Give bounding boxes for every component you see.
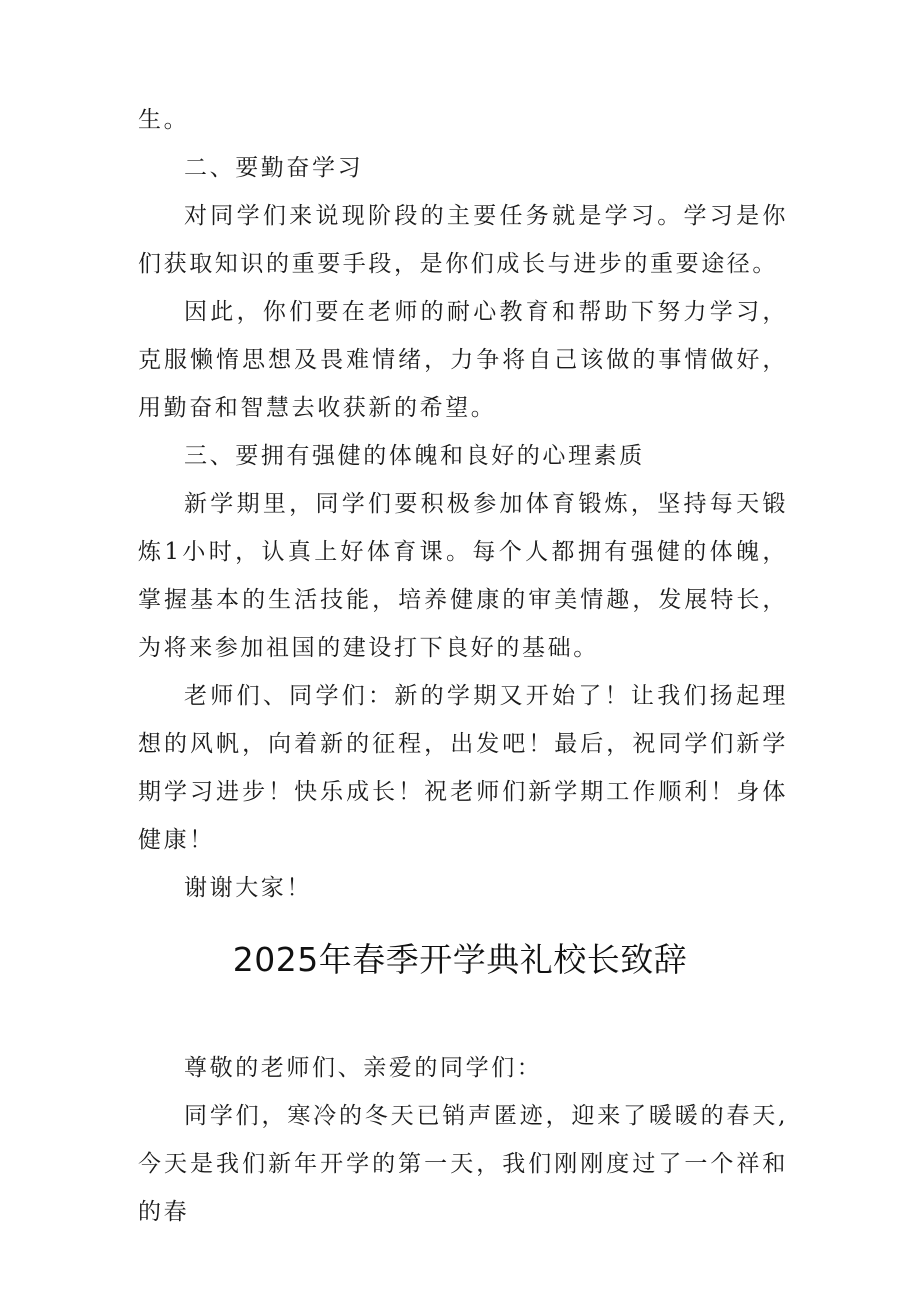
paragraph: 老师们、同学们：新的学期又开始了！让我们扬起理想的风帆，向着新的征程，出发吧！最后，祝同学们新学期学习进步！快乐成长！祝老师们新学期工作顺利！身体健康！ xyxy=(138,683,788,853)
closing-line: 谢谢大家！ xyxy=(184,875,312,901)
section-heading-health: 三、要拥有强健的体魄和良好的心理素质 xyxy=(184,443,645,469)
speech-continuation xyxy=(138,96,788,912)
paragraph: 新学期里，同学们要积极参加体育锻炼，坚持每天锻炼1小时，认真上好体育课。每个人都拥有强健的体魄，掌握基本的生活技能，培养健康的审美情趣，发展特长，为将来参加祖国的建设打下良好的基础。 xyxy=(138,491,788,661)
paragraph: 对同学们来说现阶段的主要任务就是学习。学习是你们获取知识的重要手段，是你们成长与进步的重要途径。 xyxy=(138,203,788,277)
section-heading-study: 二、要勤奋学习 xyxy=(184,155,364,181)
speech-title: 2025年春季开学典礼校长致辞 xyxy=(232,940,688,979)
speech-body xyxy=(138,1044,788,1236)
salutation: 尊敬的老师们、亲爱的同学们： xyxy=(184,1055,543,1081)
paragraph: 因此，你们要在老师的耐心教育和帮助下努力学习，克服懒惰思想及畏难情绪，力争将自己该做的事情做好，用勤奋和智慧去收获新的希望。 xyxy=(138,299,788,421)
paragraph: 同学们，寒冷的冬天已销声匿迹，迎来了暖暖的春天,今天是我们新年开学的第一天，我们刚刚度过了一个祥和的春 xyxy=(138,1103,788,1225)
paragraph-fragment: 生。 xyxy=(138,107,190,133)
